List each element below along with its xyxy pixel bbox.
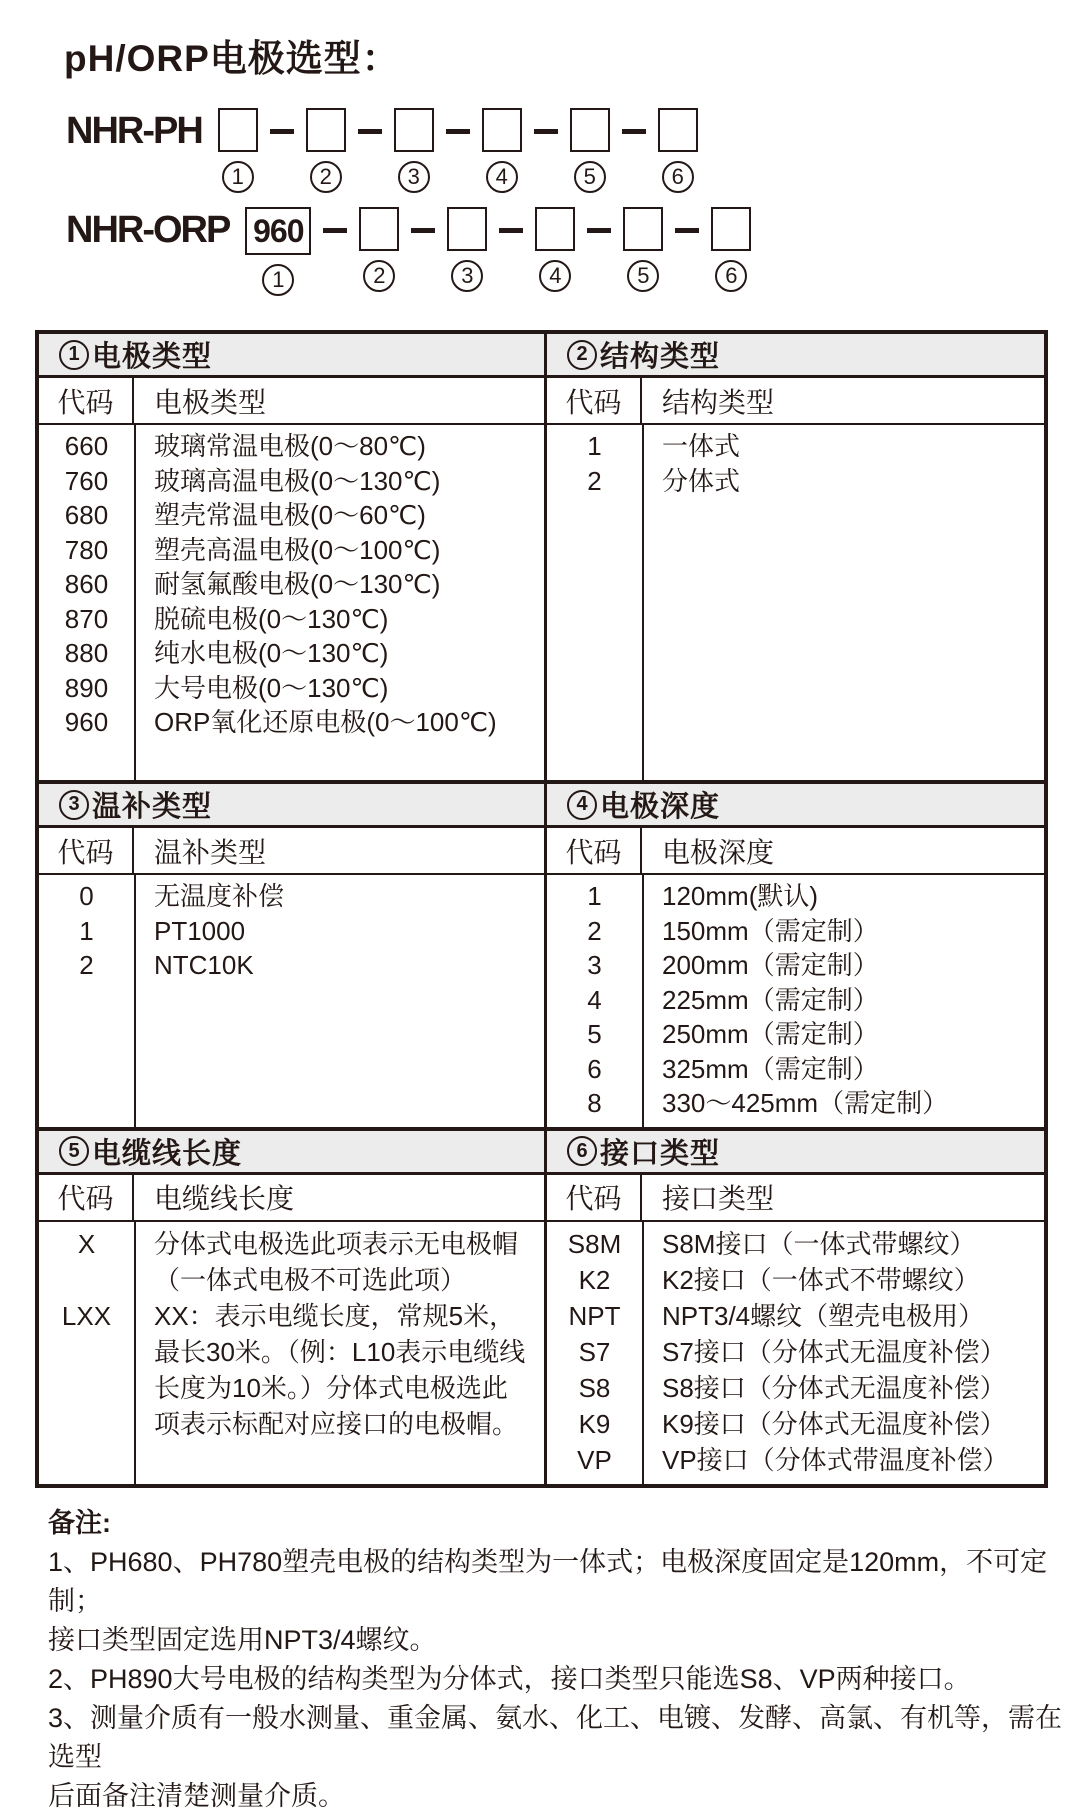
model-code-box [570, 108, 610, 152]
code-column-header: 代码 [547, 378, 642, 423]
desc-cell: 225mm（需定制） [662, 984, 879, 1015]
table-row [39, 533, 544, 568]
table-row [39, 498, 544, 533]
desc-cell: 分体式电极选此项表示无电极帽（一体式电极不可选此项） [154, 1228, 519, 1295]
position-marker: 4 [486, 161, 518, 193]
model-code-box [394, 108, 434, 152]
page-title: pH/ORP电极选型： [64, 38, 400, 79]
model-code-slot [218, 108, 258, 193]
position-marker: 2 [363, 260, 395, 292]
section-title: 接口类型 [600, 1137, 721, 1170]
position-marker: 1 [222, 161, 254, 193]
section-rows [547, 1222, 1044, 1484]
model-code-slot [658, 108, 698, 193]
code-cell: S8 [578, 1372, 611, 1403]
desc-cell: VP接口（分体式带温度补偿） [662, 1444, 1009, 1475]
desc-cell: 脱硫电极(0～130℃) [154, 603, 389, 634]
desc-cell: 无温度补偿 [154, 881, 285, 911]
desc-column-header: 电缆线长度 [154, 1183, 295, 1214]
desc-cell: S7接口（分体式无温度补偿） [662, 1336, 1006, 1367]
notes-heading: 备注: [48, 1507, 111, 1538]
desc-column-header: 电极深度 [662, 836, 775, 868]
desc-cell: K9接口（分体式无温度补偿） [662, 1408, 1006, 1439]
table-row-3 [39, 1127, 1044, 1484]
model-code-slot [623, 207, 663, 292]
desc-cell: 玻璃高温电极(0～130℃) [154, 465, 441, 496]
section-number-badge: 1 [59, 340, 89, 370]
code-cell: 2 [587, 915, 602, 946]
desc-cell: 分体式 [662, 465, 741, 496]
model-row-ph [66, 108, 1080, 193]
model-code-slot [535, 207, 575, 292]
dash-separator [270, 129, 294, 134]
code-cell: 680 [64, 500, 109, 530]
notes-lines [48, 1543, 1080, 1816]
section-header [39, 1131, 544, 1175]
code-cell: 890 [64, 672, 109, 703]
section-title: 电极类型 [92, 341, 213, 373]
table-row [547, 1086, 1044, 1121]
desc-cell: 200mm（需定制） [662, 950, 879, 980]
section-title: 电缆线长度 [92, 1137, 243, 1170]
position-marker: 6 [662, 161, 694, 193]
dash-separator [587, 228, 611, 233]
model-code-box [711, 207, 751, 251]
section-header [39, 784, 544, 828]
model-code-slot [245, 207, 311, 296]
code-cell: 3 [587, 950, 602, 980]
desc-cell: 330～425mm（需定制） [662, 1088, 949, 1118]
column-header-row [39, 378, 544, 425]
position-marker: 3 [398, 161, 430, 193]
dash-separator [499, 228, 523, 233]
model-code-slot [359, 207, 399, 292]
desc-column-header: 结构类型 [662, 386, 775, 418]
model-code-box [306, 108, 346, 152]
code-cell: S7 [578, 1336, 611, 1367]
position-marker: 4 [539, 260, 571, 292]
section-temp-compensation-type [39, 784, 544, 1127]
dash-separator [323, 228, 347, 233]
code-cell: 660 [64, 431, 109, 461]
table-row [39, 464, 544, 499]
desc-column-header: 接口类型 [662, 1183, 775, 1214]
code-cell: S8M [567, 1228, 622, 1259]
code-cell: 880 [64, 638, 109, 668]
position-marker: 6 [715, 260, 747, 292]
section-rows [39, 875, 544, 1127]
code-cell: 1 [587, 881, 602, 911]
code-column-header: 代码 [39, 828, 134, 873]
section-title: 电极深度 [600, 791, 721, 823]
column-header-row [547, 378, 1044, 425]
table-row [39, 914, 544, 949]
code-cell: VP [577, 1444, 612, 1475]
table-row [547, 1334, 1044, 1370]
code-cell: 760 [64, 465, 109, 496]
model-code-box [359, 207, 399, 251]
table-row [39, 1298, 544, 1442]
model-code-box [658, 108, 698, 152]
table-row [547, 1262, 1044, 1298]
desc-cell: S8M接口（一体式带螺纹） [662, 1228, 976, 1259]
position-marker: 5 [574, 161, 606, 193]
code-cell: X [77, 1228, 96, 1259]
section-title: 结构类型 [600, 341, 721, 373]
table-row [39, 567, 544, 602]
note-line: 1、PH680、PH780塑壳电极的结构类型为一体式；电极深度固定是120mm，不可定制； [48, 1546, 1048, 1616]
table-row [39, 671, 544, 706]
table-row [547, 1442, 1044, 1478]
section-rows [39, 425, 544, 780]
desc-cell: NTC10K [154, 950, 254, 980]
model-code-slot [482, 108, 522, 193]
section-electrode-type [39, 334, 544, 780]
column-header-row [547, 828, 1044, 875]
section-header [547, 334, 1044, 378]
code-cell: 4 [587, 984, 602, 1015]
table-row [547, 879, 1044, 914]
code-cell: 780 [64, 534, 109, 565]
section-rows [39, 1222, 544, 1484]
column-header-row [39, 828, 544, 875]
code-cell: 870 [64, 603, 109, 634]
desc-cell: 325mm（需定制） [662, 1053, 879, 1084]
code-cell: 1 [587, 431, 602, 461]
code-cell: LXX [61, 1300, 112, 1331]
desc-cell: 一体式 [662, 431, 741, 461]
code-column-header: 代码 [39, 378, 134, 423]
model-code-area [66, 108, 1080, 296]
code-cell: 5 [587, 1019, 602, 1049]
model-code-slot [394, 108, 434, 193]
note-line: 2、PH890大号电极的结构类型为分体式，接口类型只能选S8、VP两种接口。 [48, 1663, 971, 1694]
section-interface-type [544, 1131, 1044, 1484]
desc-cell: K2接口（一体式不带螺纹） [662, 1264, 980, 1295]
column-header-row [39, 1175, 544, 1222]
code-cell: 860 [64, 569, 109, 599]
table-row [39, 948, 544, 983]
table-row [39, 636, 544, 671]
model-code-slot [570, 108, 610, 193]
code-column-header: 代码 [547, 828, 642, 873]
dash-separator [358, 129, 382, 134]
section-rows [547, 425, 1044, 780]
section-header [547, 1131, 1044, 1175]
code-cell: 1 [79, 915, 94, 946]
table-row-1 [39, 334, 1044, 780]
desc-cell: XX：表示电缆长度，常规5米，最长30米。（例：L10表示电缆线长度为10米。）分体式电极选此项表示标配对应接口的电极帽。 [154, 1300, 526, 1439]
position-marker: 5 [627, 260, 659, 292]
table-row-2 [39, 780, 1044, 1127]
notes-block [48, 1504, 1080, 1816]
code-cell: 0 [79, 881, 94, 911]
model-code-box [482, 108, 522, 152]
desc-cell: 大号电极(0～130℃) [154, 672, 389, 703]
section-header [39, 334, 544, 378]
model-code-box [218, 108, 258, 152]
table-row [547, 429, 1044, 464]
desc-cell: 120mm(默认) [662, 881, 819, 911]
table-row [547, 914, 1044, 949]
note-line: 接口类型固定选用NPT3/4螺纹。 [48, 1624, 437, 1655]
section-electrode-depth [544, 784, 1044, 1127]
table-row [39, 705, 544, 740]
table-row [547, 1052, 1044, 1087]
table-row [547, 948, 1044, 983]
desc-cell: 塑壳高温电极(0～100℃) [154, 534, 441, 565]
model-code-box [447, 207, 487, 251]
table-row [547, 1406, 1044, 1442]
table-row [39, 602, 544, 637]
note-line: 后面备注清楚测量介质。 [48, 1780, 345, 1811]
desc-cell: 150mm（需定制） [662, 915, 879, 946]
code-cell: K9 [578, 1408, 611, 1439]
code-cell: 960 [64, 707, 109, 737]
desc-cell: 耐氢氟酸电极(0～130℃) [154, 569, 441, 599]
model-label: NHR-ORP [66, 209, 230, 251]
model-label: NHR-PH [66, 110, 202, 152]
position-marker: 1 [262, 264, 294, 296]
desc-cell: S8接口（分体式无温度补偿） [662, 1372, 1006, 1403]
desc-cell: 纯水电极(0～130℃) [154, 638, 389, 668]
section-number-badge: 2 [567, 340, 597, 370]
table-row [39, 879, 544, 914]
table-row [39, 429, 544, 464]
desc-cell: PT1000 [154, 915, 246, 946]
section-number-badge: 4 [567, 790, 597, 820]
selection-table [35, 330, 1048, 1488]
section-number-badge: 5 [59, 1136, 89, 1166]
column-header-row [547, 1175, 1044, 1222]
model-code-slot [306, 108, 346, 193]
code-cell: 6 [587, 1053, 602, 1084]
section-number-badge: 6 [567, 1136, 597, 1166]
table-row [547, 1226, 1044, 1262]
section-number-badge: 3 [59, 790, 89, 820]
model-code-box [535, 207, 575, 251]
model-code-box-filled: 960 [245, 207, 311, 255]
dash-separator [622, 129, 646, 134]
dash-separator [446, 129, 470, 134]
model-code-slot [447, 207, 487, 292]
code-column-header: 代码 [39, 1175, 134, 1220]
dash-separator [675, 228, 699, 233]
code-cell: 2 [587, 465, 602, 496]
table-row [547, 1298, 1044, 1334]
model-code-slot [711, 207, 751, 292]
code-cell: 2 [79, 950, 94, 980]
position-marker: 3 [451, 260, 483, 292]
model-row-orp [66, 207, 1080, 296]
desc-column-header: 电极类型 [154, 386, 267, 418]
desc-cell: 塑壳常温电极(0～60℃) [154, 500, 426, 530]
code-column-header: 代码 [547, 1175, 642, 1220]
dash-separator [411, 228, 435, 233]
code-cell: 8 [587, 1088, 602, 1118]
desc-cell: 250mm（需定制） [662, 1019, 879, 1049]
table-row [547, 1017, 1044, 1052]
table-row [547, 464, 1044, 499]
position-marker: 2 [310, 161, 342, 193]
section-rows [547, 875, 1044, 1127]
model-code-box [623, 207, 663, 251]
desc-column-header: 温补类型 [154, 836, 267, 868]
section-header [547, 784, 1044, 828]
section-cable-length [39, 1131, 544, 1484]
desc-cell: ORP氧化还原电极(0～100℃) [154, 707, 497, 737]
table-row [547, 1370, 1044, 1406]
code-cell: NPT [568, 1300, 621, 1331]
datasheet-page [0, 28, 1080, 1811]
table-row [39, 1226, 544, 1298]
section-title: 温补类型 [92, 791, 213, 823]
note-line: 3、测量介质有一般水测量、重金属、氨水、化工、电镀、发酵、高氯、有机等，需在选型 [48, 1702, 1063, 1772]
section-structure-type [544, 334, 1044, 780]
desc-cell: 玻璃常温电极(0～80℃) [154, 431, 426, 461]
table-row [547, 983, 1044, 1018]
code-cell: K2 [578, 1264, 611, 1295]
desc-cell: NPT3/4螺纹（塑壳电极用） [662, 1300, 985, 1331]
dash-separator [534, 129, 558, 134]
